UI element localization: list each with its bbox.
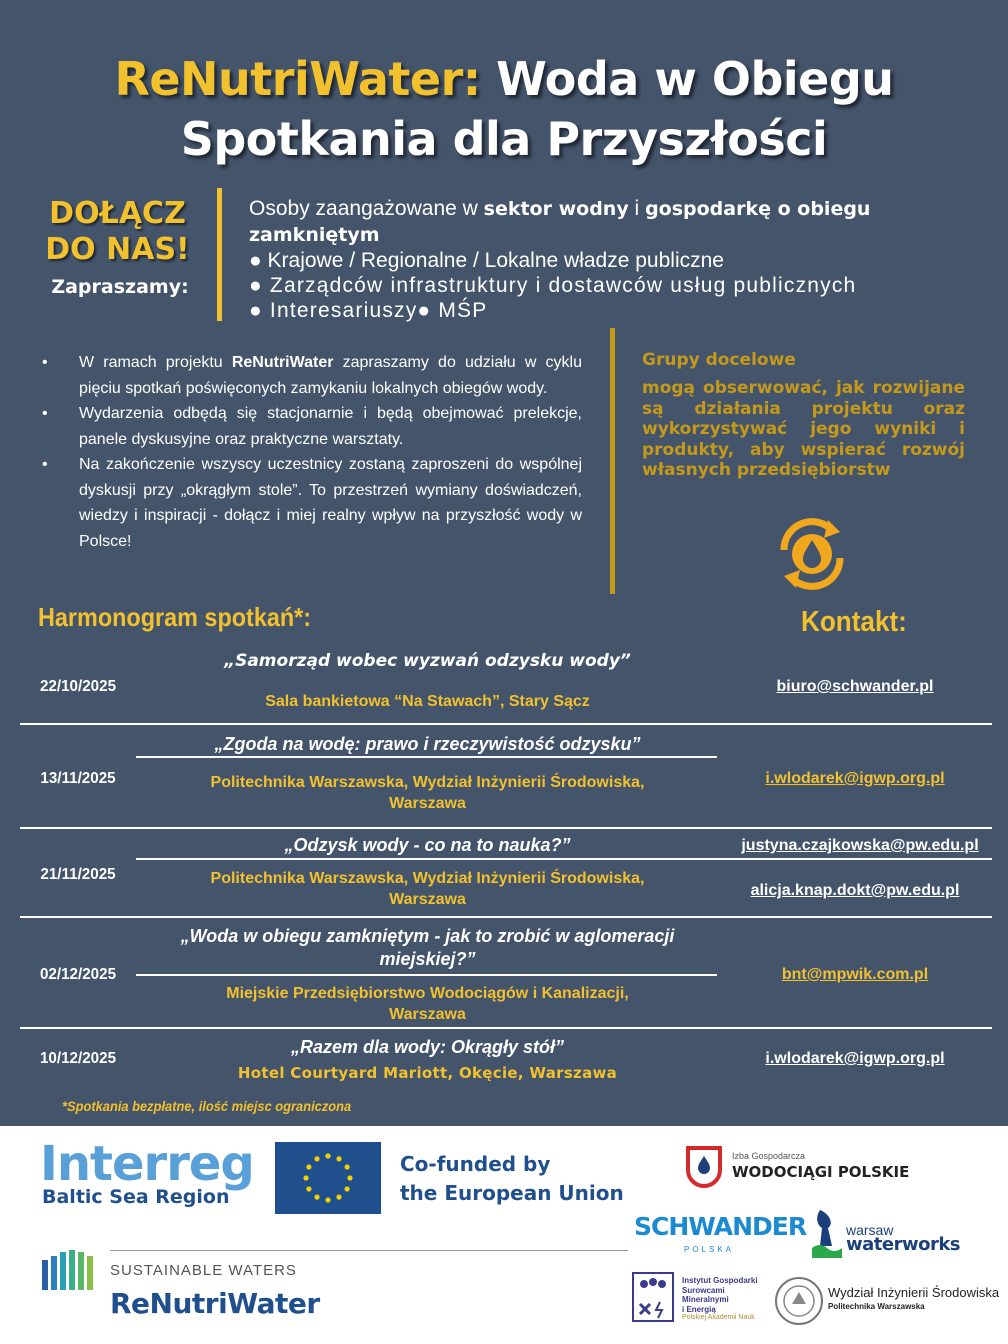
- schedule-heading: Harmonogram spotkań*:: [38, 602, 312, 632]
- contact-email[interactable]: i.wlodarek@igwp.org.pl: [765, 1050, 945, 1067]
- eu-flag-icon: [275, 1142, 381, 1214]
- eu-star: [336, 1195, 341, 1200]
- page-title: [0, 50, 1008, 108]
- event-title: „Woda w obiegu zamkniętym - jak to zrobić w aglomeracji miejskiej?”: [180, 926, 675, 969]
- schwander-sub: POLSKA: [684, 1245, 735, 1254]
- wodociagi-polskie-logo-icon: [684, 1144, 724, 1188]
- university-label: Politechnika Warszawska: [828, 1302, 925, 1311]
- event-title: „Odzysk wody - co na to nauka?”: [284, 835, 571, 855]
- audience-item: ● Krajowe / Regionalne / Lokalne władze publiczne: [249, 249, 724, 272]
- eu-star: [314, 1156, 319, 1161]
- event-title: „Zgoda na wodę: prawo i rzeczywistość odzysku”: [214, 734, 641, 754]
- page-subtitle: Spotkania dla Przyszłości: [180, 112, 828, 166]
- event-place: Sala bankietowa “Na Stawach”, Stary Sącz: [265, 693, 590, 710]
- faculty-label: Wydział Inżynierii Środowiska: [828, 1285, 1000, 1300]
- divider-bar: [217, 188, 222, 321]
- eu-star: [306, 1186, 311, 1191]
- invite-label: Zapraszamy:: [51, 276, 189, 298]
- warsaw-label: warsaw: [846, 1222, 894, 1238]
- row-separator: [136, 756, 717, 758]
- contact-email[interactable]: alicja.knap.dokt@pw.edu.pl: [750, 882, 960, 899]
- row-separator: [136, 974, 717, 976]
- row-separator: [20, 1027, 992, 1029]
- wodociagi-chamber-label: Izba Gospodarcza: [732, 1151, 806, 1161]
- contact-heading: Kontakt:: [801, 606, 907, 638]
- event-date: 13/11/2025: [40, 770, 116, 787]
- contact-email[interactable]: justyna.czajkowska@pw.edu.pl: [741, 837, 979, 854]
- eu-star: [345, 1164, 350, 1169]
- audience-water-sector: sektor wodny: [483, 198, 629, 220]
- audience-item: ● Zarządców infrastruktury i dostawców usług publicznych: [249, 274, 857, 297]
- target-groups-text: mogą obserwować, jak rozwijane są działania projektu oraz wykorzystywać jego wyniki i produkty, aby wspierać rozwój własnych przedsiębiorstw: [642, 378, 965, 480]
- contact-email[interactable]: i.wlodarek@igwp.org.pl: [765, 770, 945, 787]
- eu-star: [325, 1153, 330, 1158]
- row-separator: [20, 723, 992, 725]
- event-date: 02/12/2025: [39, 966, 117, 983]
- target-groups-title: Grupy docelowe: [642, 350, 796, 370]
- eu-star: [314, 1195, 319, 1200]
- project-description: [40, 350, 582, 554]
- event-place: Miejskie Przedsiębiorstwo Wodociągów i Kanalizacji, Warszawa: [226, 985, 629, 1023]
- event-place: Politechnika Warszawska, Wydział Inżynierii Środowiska, Warszawa: [210, 870, 645, 908]
- divider-bar: [610, 328, 615, 594]
- event-place: Hotel Courtyard Mariott, Okęcie, Warszawa: [237, 1064, 618, 1082]
- audience-circular-economy: gospodarkę o obiegu zamkniętym: [249, 198, 871, 246]
- row-separator: [20, 827, 992, 829]
- divider-line: [110, 1250, 628, 1251]
- eu-star: [325, 1197, 330, 1202]
- warsaw-waterworks-icon: [812, 1206, 842, 1258]
- igsmie-sub: Polskiej Akademii Nauk: [682, 1314, 755, 1321]
- footnote: *Spotkania bezpłatne, ilość miejsc ograniczona: [62, 1098, 352, 1114]
- audience-intro: Osoby zaangażowane w sektor wodny i gospodarkę o obiegu zamkniętym: [249, 197, 871, 246]
- bullet-item: • Wydarzenia odbędą się stacjonarnie i będą obejmować prelekcje, panele dyskusyjne oraz praktyczne warsztaty.: [42, 405, 582, 448]
- bullet-item: • Na zakończenie wszyscy uczestnicy zostaną zaproszeni do wspólnej dyskusji przy „okrągłym stole”. To przestrzeń wymiany doświadczeń, wiedzy i inspiracji - dołącz i miej realny wpływ na przyszłość wody w Polsce!: [42, 456, 582, 550]
- waterworks-label: waterworks: [846, 1234, 961, 1255]
- event-date: 21/11/2025: [40, 866, 116, 883]
- row-separator: [20, 916, 992, 918]
- baltic-sea-region-label: Baltic Sea Region: [42, 1186, 230, 1208]
- join-line-2: DO NAS!: [45, 232, 190, 267]
- join-us-heading: [30, 196, 205, 268]
- event-title: „Samorząd wobec wyzwań odzysku wody”: [224, 651, 631, 671]
- eu-star: [303, 1175, 308, 1180]
- water-cycle-icon: [772, 514, 852, 594]
- event-place: Politechnika Warszawska, Wydział Inżynierii Środowiska, Warszawa: [210, 774, 645, 812]
- brand-name: ReNutriWater:: [114, 52, 481, 106]
- igsmie-label: Instytut Gospodarki Surowcami Mineralnymi i Energią: [682, 1276, 758, 1314]
- sustainable-waters-label: SUSTAINABLE WATERS: [110, 1262, 297, 1279]
- igsmie-logo-icon: [632, 1272, 674, 1322]
- eu-star: [347, 1175, 352, 1180]
- bullet-item: • W ramach projektu ReNutriWater zapraszamy do udziału w cyklu pięciu spotkań poświęconych zamykaniu lokalnych obiegów wody.: [42, 354, 583, 397]
- eu-star: [306, 1164, 311, 1169]
- renutriwater-logo: ReNutriWater: [110, 1287, 320, 1320]
- row-separator: [136, 858, 992, 860]
- sustainable-waters-bars-icon: [42, 1250, 100, 1290]
- contact-email[interactable]: bnt@mpwik.com.pl: [781, 966, 929, 983]
- eu-star: [345, 1186, 350, 1191]
- eu-star: [336, 1156, 341, 1161]
- eu-cofunding-text: Co-funded by the European Union: [400, 1152, 624, 1205]
- wodociagi-polskie-label: WODOCIĄGI POLSKIE: [732, 1163, 910, 1181]
- title-rest: Woda w Obiegu: [496, 52, 894, 106]
- schwander-logo: SCHWANDER: [634, 1212, 807, 1241]
- politechnika-seal-icon: [774, 1276, 824, 1326]
- audience-block: [249, 196, 979, 323]
- contact-email[interactable]: biuro@schwander.pl: [776, 678, 934, 695]
- event-date: 22/10/2025: [39, 678, 117, 695]
- join-line-1: DOŁĄCZ: [49, 196, 186, 231]
- audience-item: ● Interesariuszy● MŚP: [249, 299, 488, 322]
- event-date: 10/12/2025: [39, 1050, 117, 1067]
- interreg-logo: Interreg: [40, 1136, 254, 1192]
- event-title: „Razem dla wody: Okrągły stół”: [290, 1037, 565, 1057]
